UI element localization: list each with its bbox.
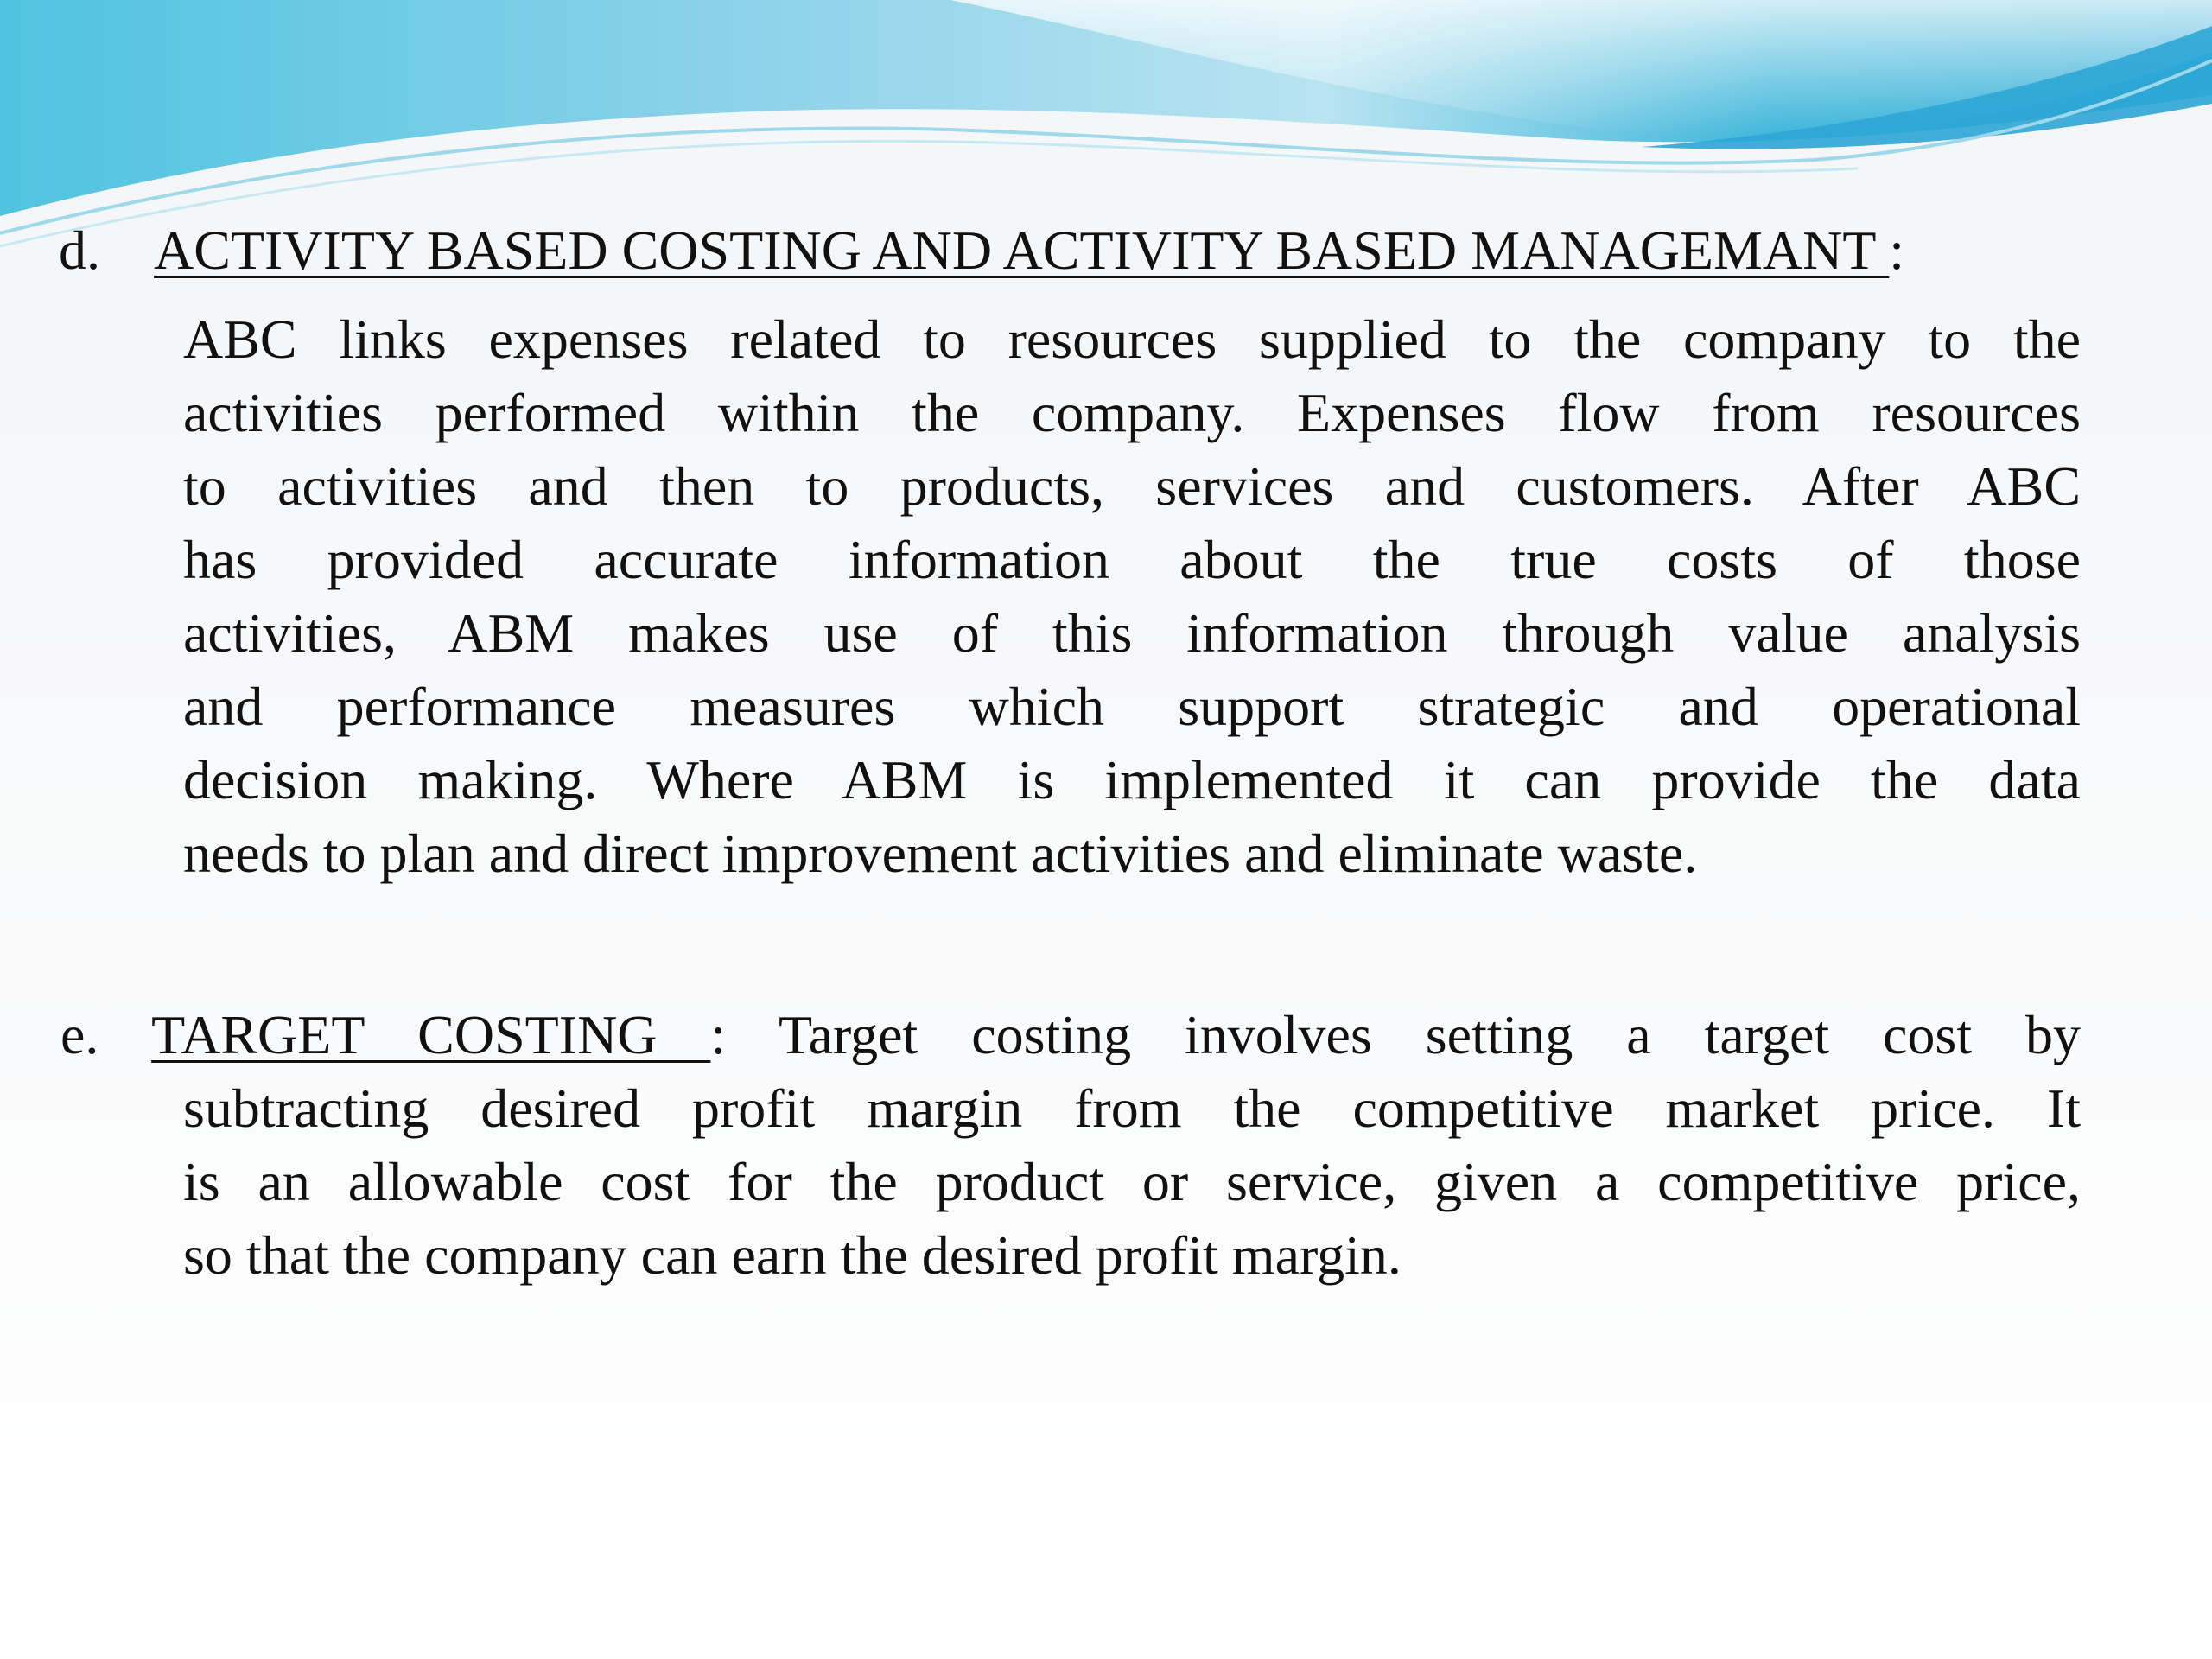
body-line: subtracting desired profit margin from the competitive market price. It	[183, 1077, 2081, 1139]
section-marker: d.	[59, 219, 100, 281]
section-body	[183, 302, 2081, 890]
body-line: to activities and then to products, services and customers. After ABC	[183, 455, 2081, 517]
first-line-text: : Target costing involves setting a target cost by	[710, 1004, 2082, 1065]
body-line: is an allowable cost for the product or service, given a competitive price,	[183, 1151, 2081, 1212]
section-body	[183, 1071, 2081, 1292]
section-first-line	[60, 998, 2081, 1071]
body-line: activities performed within the company. Expenses flow from resources	[183, 382, 2081, 443]
section-heading	[154, 216, 1904, 285]
section-heading: TARGET COSTING	[151, 1004, 711, 1065]
heading-colon: :	[1889, 219, 1905, 281]
section-marker: e.	[60, 1004, 99, 1065]
body-line: and performance measures which support strategic and operational	[183, 676, 2081, 737]
body-line: ABC links expenses related to resources supplied to the company to the	[183, 308, 2081, 370]
body-line: so that the company can earn the desired profit margin.	[183, 1224, 1402, 1286]
heading-text: ACTIVITY BASED COSTING AND ACTIVITY BASED MANAGEMANT	[154, 219, 1890, 281]
body-line: activities, ABM makes use of this information through value analysis	[183, 602, 2081, 664]
body-line: decision making. Where ABM is implemented it can provide the data	[183, 749, 2081, 810]
body-line: needs to plan and direct improvement activities and eliminate waste.	[183, 823, 1698, 884]
body-line: has provided accurate information about the true costs of those	[183, 529, 2081, 590]
